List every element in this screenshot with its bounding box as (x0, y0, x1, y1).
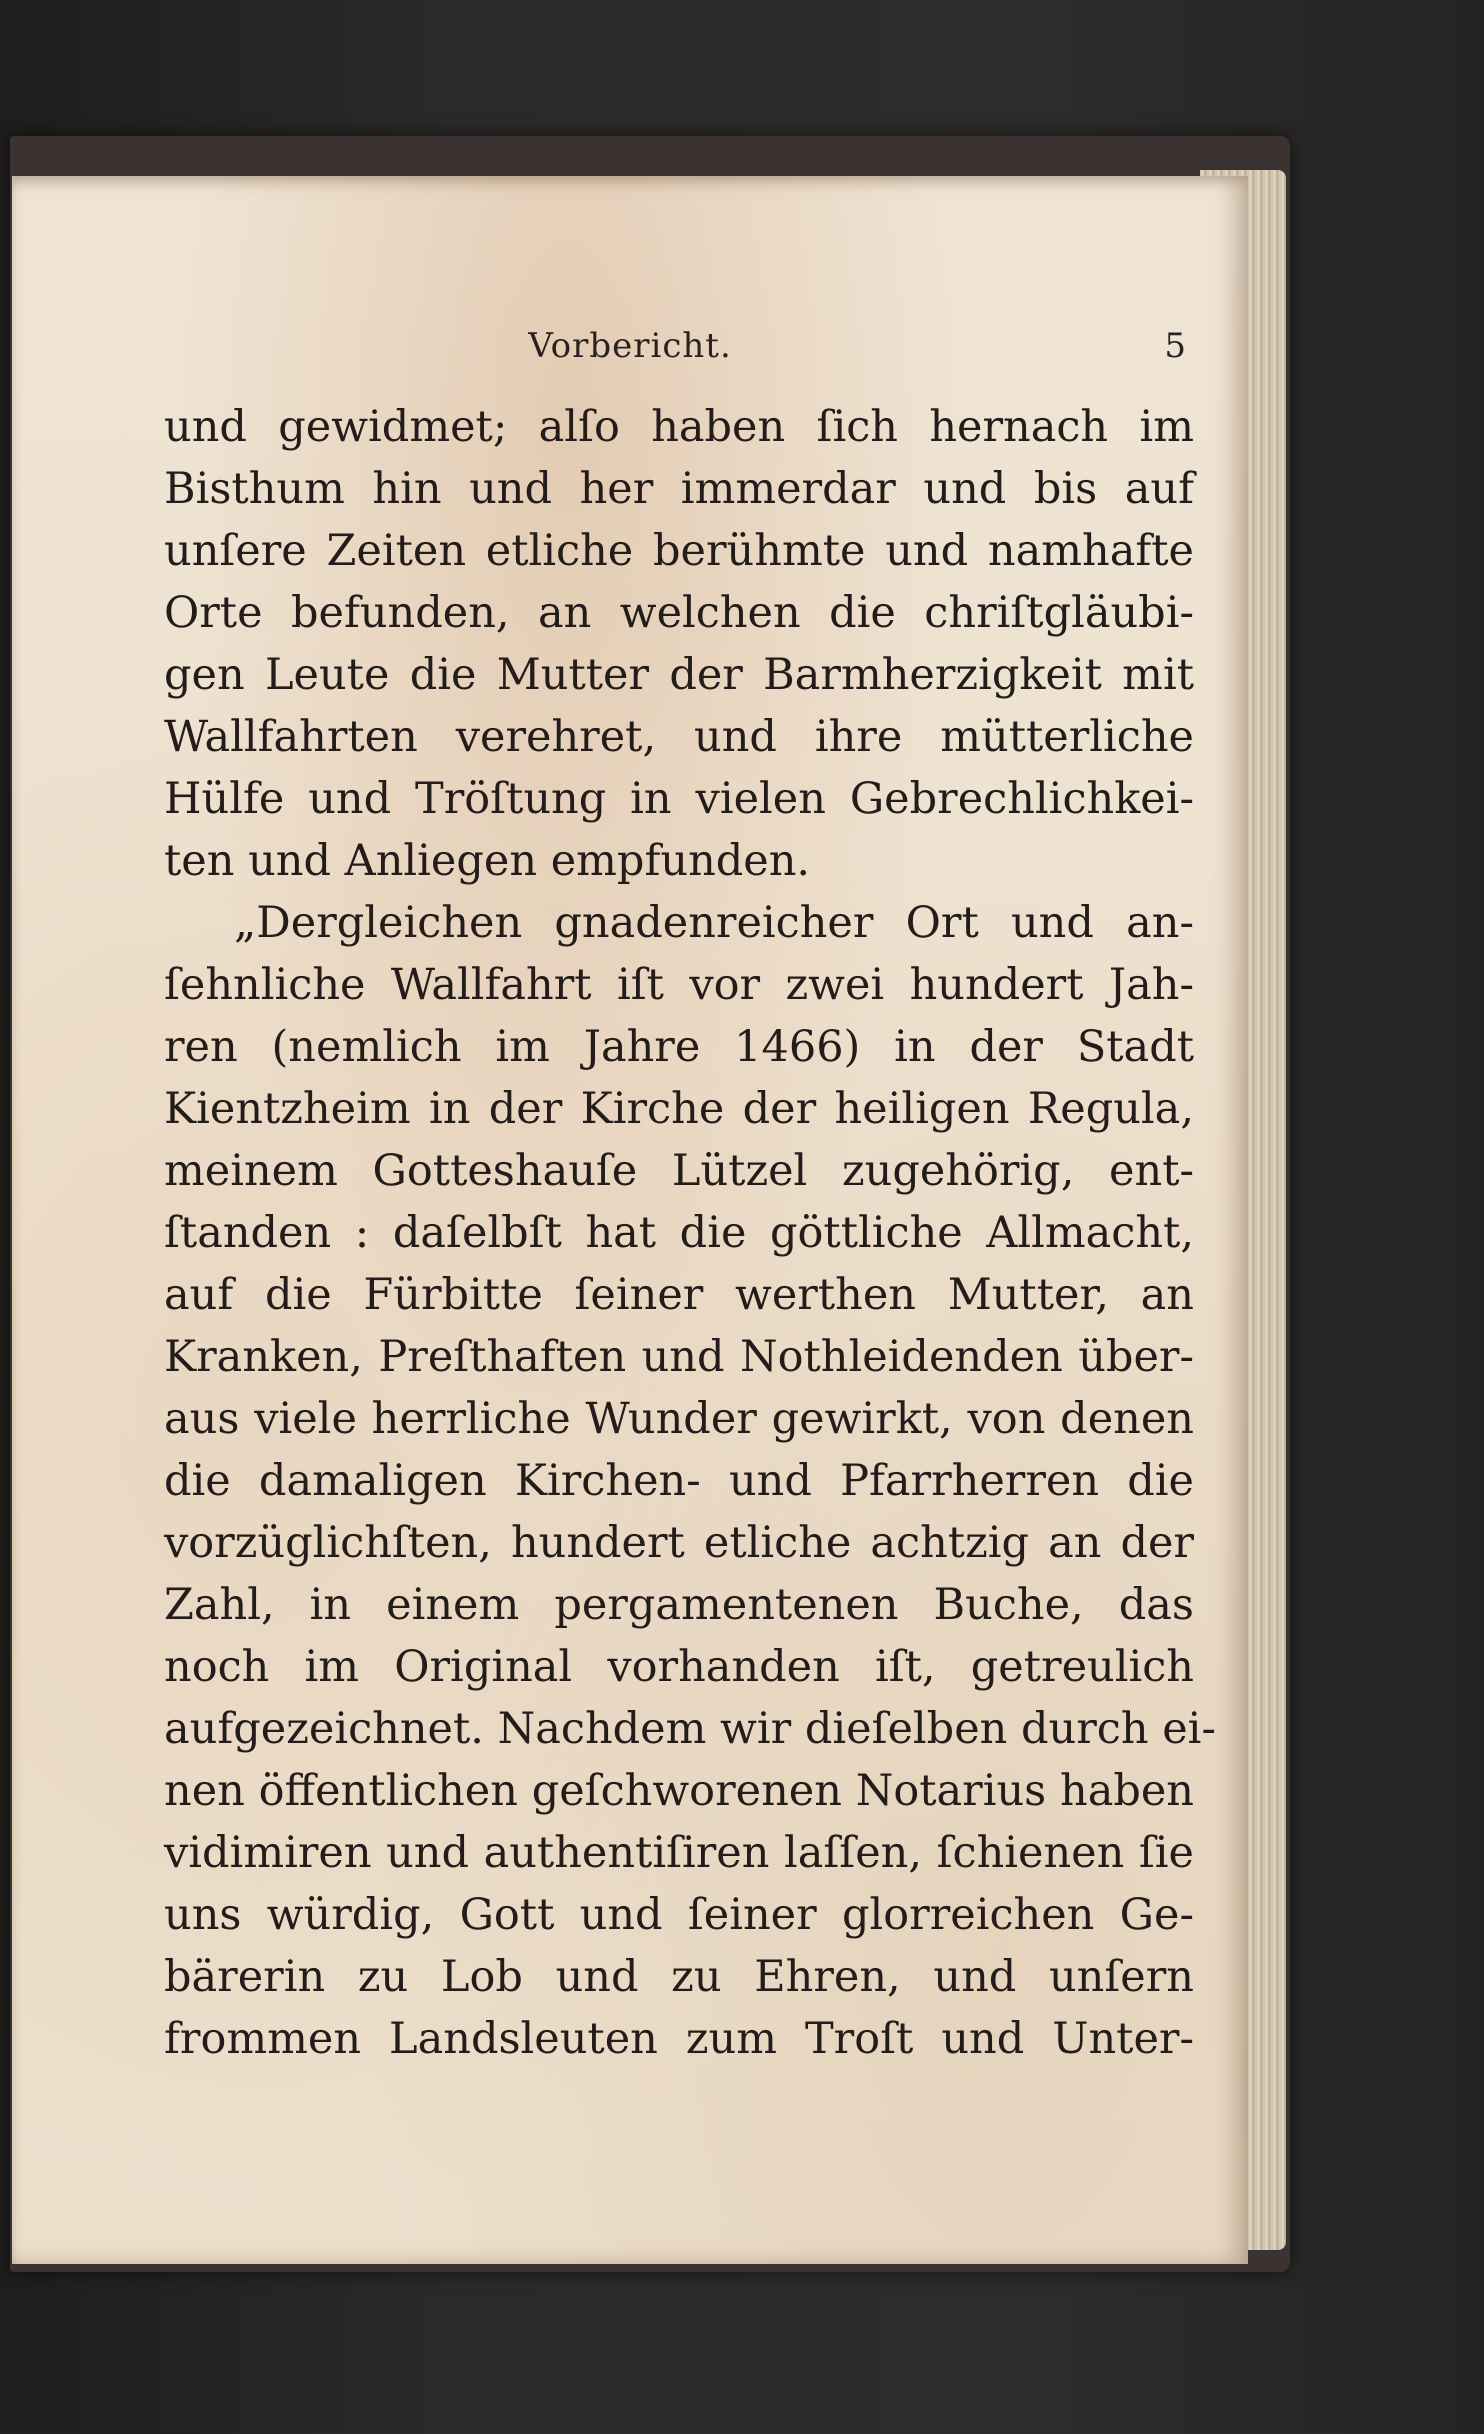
text-line: „Dergleichen gnadenreicher Ort und an- (234, 898, 1194, 948)
body-text (164, 396, 1216, 2070)
text-line: Kientzheim in der Kirche der heiligen Regula, (164, 1084, 1194, 1134)
text-line: Kranken, Preſthaften und Nothleidenden über- (164, 1332, 1194, 1382)
text-line: ten und Anliegen empfunden. (164, 836, 811, 886)
text-line: aufgezeichnet. Nachdem wir dieſelben durch ei- (164, 1704, 1216, 1754)
text-line: ren (nemlich im Jahre 1466) in der Stadt (164, 1022, 1194, 1072)
text-line: ſehnliche Wallfahrt iſt vor zwei hundert Jah- (164, 960, 1194, 1010)
running-head (12, 326, 1248, 386)
text-line: Zahl, in einem pergamentenen Buche, das (164, 1580, 1194, 1630)
text-line: die damaligen Kirchen- und Pfarrherren die (164, 1456, 1194, 1506)
text-line: ſtanden : daſelbſt hat die göttliche Allmacht, (164, 1208, 1194, 1258)
text-line: und gewidmet; alſo haben ſich hernach im (164, 402, 1194, 452)
book-page (12, 176, 1248, 2264)
running-head-title: Vorbericht. (528, 326, 732, 366)
text-line: Bisthum hin und her immerdar und bis auf (164, 464, 1194, 514)
text-line: uns würdig, Gott und ſeiner glorreichen Ge- (164, 1890, 1194, 1940)
text-line: frommen Landsleuten zum Troſt und Unter- (164, 2014, 1194, 2064)
text-line: auf die Fürbitte ſeiner werthen Mutter, an (164, 1270, 1194, 1320)
text-line: vorzüglichſten, hundert etliche achtzig an der (164, 1518, 1194, 1568)
text-line: Wallfahrten verehret, und ihre mütterliche (164, 712, 1194, 762)
text-line: gen Leute die Mutter der Barmherzigkeit mit (164, 650, 1194, 700)
text-line: Orte befunden, an welchen die chriſtgläubi- (164, 588, 1194, 638)
text-line: noch im Original vorhanden iſt, getreulich (164, 1642, 1194, 1692)
text-line: meinem Gotteshauſe Lützel zugehörig, ent- (164, 1146, 1194, 1196)
page-number: 5 (1164, 326, 1186, 366)
text-line: vidimiren und authentiſiren laſſen, ſchienen ſie (164, 1828, 1194, 1878)
text-line: aus viele herrliche Wunder gewirkt, von denen (164, 1394, 1194, 1444)
text-line: bärerin zu Lob und zu Ehren, und unſern (164, 1952, 1194, 2002)
text-line: unſere Zeiten etliche berühmte und namhafte (164, 526, 1194, 576)
text-line: Hülfe und Tröſtung in vielen Gebrechlichkei- (164, 774, 1194, 824)
text-line: nen öffentlichen geſchworenen Notarius haben (164, 1766, 1194, 1816)
